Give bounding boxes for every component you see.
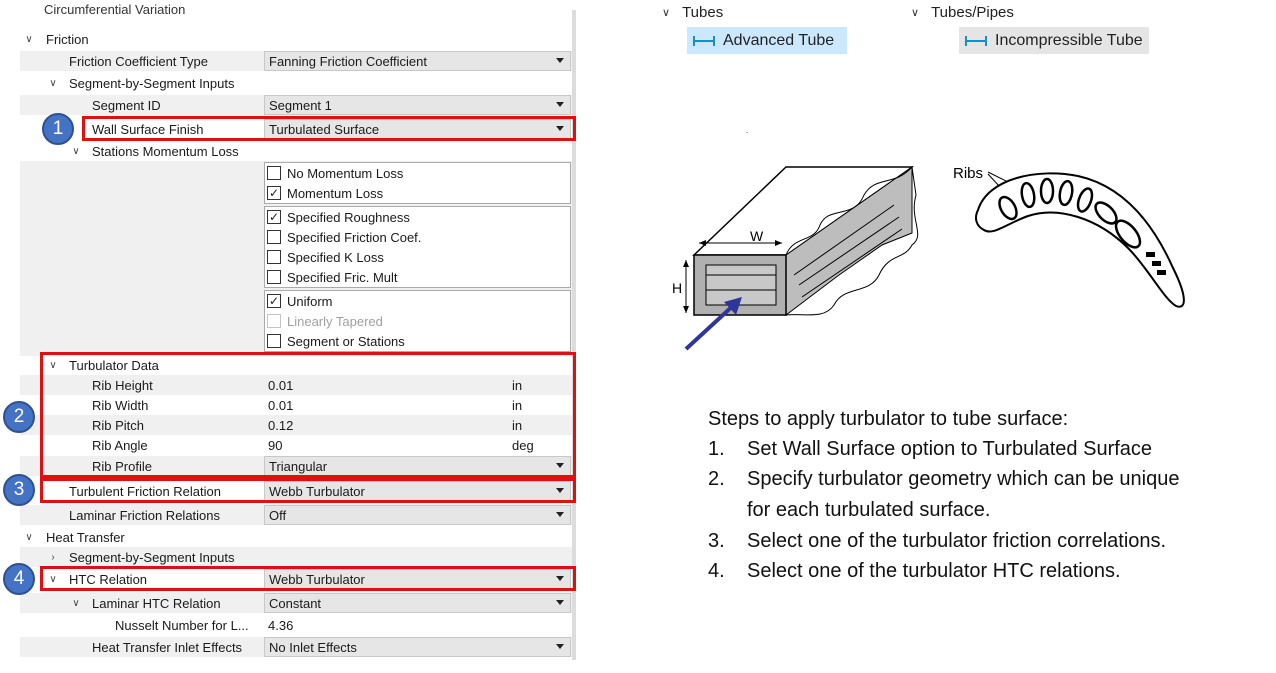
segment-inputs-row[interactable] [20, 73, 572, 93]
ribbed-channel-figure [664, 125, 936, 355]
chevron-down-icon[interactable]: ∨ [49, 359, 57, 371]
stations-momentum-row[interactable] [20, 141, 572, 161]
step-text: Select one of the turbulator friction correlations. [747, 530, 1167, 552]
laminar-htc-row [20, 593, 572, 613]
step-badge-3: 3 [3, 474, 35, 506]
laminar-friction-row [20, 505, 572, 525]
step-2 [708, 464, 1179, 494]
checkbox-icon [267, 166, 281, 180]
steps-title: Steps to apply turbulator to tube surface: [708, 408, 1069, 430]
turbine-blade-figure [948, 148, 1194, 313]
chevron-down-icon[interactable]: ∨ [72, 597, 80, 609]
segment-id-dropdown[interactable] [264, 95, 571, 115]
uniform-checkbox[interactable] [265, 291, 570, 311]
step-text: Select one of the turbulator HTC relations. [747, 560, 1121, 582]
heat-segment-inputs-row[interactable] [20, 547, 572, 567]
heat-transfer-category[interactable] [20, 527, 572, 547]
rib-angle-label: Rib Angle [92, 437, 148, 453]
advanced-tube-label: Advanced Tube [723, 31, 835, 49]
h-label: H [672, 280, 683, 296]
steps-text [708, 404, 1179, 586]
specified-roughness-label: Specified Roughness [287, 209, 410, 225]
no-momentum-loss-checkbox[interactable] [265, 163, 570, 183]
momentum-loss-label: Momentum Loss [287, 185, 384, 201]
htc-relation-label: HTC Relation [69, 571, 148, 587]
linearly-tapered-label: Linearly Tapered [287, 313, 383, 329]
laminar-htc-label: Laminar HTC Relation [92, 595, 221, 611]
stations-momentum-label: Stations Momentum Loss [92, 143, 239, 159]
momentum-loss-checkbox[interactable] [265, 183, 570, 203]
heat-segment-inputs-label: Segment-by-Segment Inputs [69, 549, 235, 565]
no-momentum-loss-label: No Momentum Loss [287, 165, 404, 181]
specified-k-loss-label: Specified K Loss [287, 249, 384, 265]
momentum-loss-group [264, 162, 571, 204]
rib-height-label: Rib Height [92, 377, 153, 393]
dropdown-arrow-icon [556, 58, 564, 63]
step-number: 1. [708, 438, 725, 460]
wall-surface-finish-label: Wall Surface Finish [92, 121, 204, 137]
segment-or-stations-checkbox[interactable] [265, 331, 570, 351]
wall-surface-finish-value: Turbulated Surface [269, 121, 380, 137]
chevron-down-icon[interactable]: ∨ [911, 7, 920, 19]
segment-id-label: Segment ID [92, 97, 161, 113]
rib-height-unit[interactable]: in [512, 377, 523, 393]
tubes-pipes-group-label: Tubes/Pipes [931, 4, 1014, 21]
nusselt-row [20, 615, 572, 635]
checkmark-icon: ✓ [268, 186, 280, 200]
distribution-group [264, 290, 571, 352]
step-3 [708, 526, 1179, 556]
rib-height-value[interactable]: 0.01 [268, 377, 294, 393]
rib-pitch-label: Rib Pitch [92, 417, 145, 433]
clipped-row [20, 2, 300, 20]
highlight-box-2 [40, 352, 576, 478]
specified-k-loss-checkbox[interactable] [265, 247, 570, 267]
laminar-friction-label: Laminar Friction Relations [69, 507, 221, 523]
advanced-tube-item[interactable] [687, 27, 847, 54]
laminar-friction-value: Off [269, 507, 287, 523]
rib-width-value[interactable]: 0.01 [268, 397, 294, 413]
specified-fric-mult-label: Specified Fric. Mult [287, 269, 398, 285]
specified-fric-mult-checkbox[interactable] [265, 267, 570, 287]
inlet-effects-row [20, 637, 572, 657]
highlight-box-1 [82, 116, 576, 141]
w-label: W [750, 228, 764, 244]
chevron-down-icon[interactable]: ∨ [25, 531, 33, 543]
laminar-friction-dropdown[interactable] [264, 505, 571, 525]
segment-id-row [20, 95, 572, 115]
step-text: Specify turbulator geometry which can be unique [747, 468, 1180, 490]
step-number: 3. [708, 530, 725, 552]
inlet-effects-value: No Inlet Effects [269, 639, 357, 655]
checkbox-icon [267, 230, 281, 244]
chevron-down-icon[interactable]: ∨ [25, 33, 33, 45]
laminar-htc-value: Constant [269, 595, 322, 611]
inlet-effects-dropdown[interactable] [264, 637, 571, 657]
friction-coef-type-row [20, 51, 572, 71]
friction-coef-type-label: Friction Coefficient Type [69, 53, 208, 69]
tube-icon [965, 36, 987, 46]
checkmark-icon: ✓ [268, 294, 280, 308]
turbulent-friction-value: Webb Turbulator [269, 483, 365, 499]
svg-text:.: . [746, 126, 749, 135]
ribs-label: Ribs [953, 165, 984, 182]
step-number: 4. [708, 560, 725, 582]
checkbox-icon [267, 314, 281, 328]
rib-width-unit[interactable]: in [512, 397, 523, 413]
specified-friction-coef-checkbox[interactable] [265, 227, 570, 247]
turbulator-data-label: Turbulator Data [69, 357, 159, 373]
step-text: Set Wall Surface option to Turbulated Surface [747, 438, 1153, 460]
dropdown-arrow-icon [556, 512, 564, 517]
property-grid [20, 2, 576, 660]
chevron-down-icon[interactable]: ∨ [49, 573, 57, 585]
friction-coef-type-dropdown[interactable] [264, 51, 571, 71]
step-badge-4: 4 [3, 563, 35, 595]
heat-transfer-label: Heat Transfer [46, 529, 125, 545]
segment-or-stations-label: Segment or Stations [287, 333, 405, 349]
step-2-continuation: for each turbulated surface. [747, 499, 991, 521]
incompressible-tube-label: Incompressible Tube [995, 31, 1143, 49]
tubes-group-label: Tubes [682, 4, 724, 21]
dropdown-arrow-icon [556, 644, 564, 649]
step-badge-2: 2 [3, 401, 35, 433]
checkbox-icon [267, 270, 281, 284]
dropdown-arrow-icon [556, 600, 564, 605]
segment-id-value: Segment 1 [269, 97, 332, 113]
specified-friction-coef-label: Specified Friction Coef. [287, 229, 422, 245]
uniform-label: Uniform [287, 293, 333, 309]
chevron-down-icon[interactable]: ∨ [49, 77, 57, 89]
step-4 [708, 556, 1179, 586]
step-1 [708, 434, 1179, 464]
incompressible-tube-item[interactable] [959, 27, 1149, 54]
checkbox-icon [267, 334, 281, 348]
rib-pitch-unit[interactable]: in [512, 417, 523, 433]
clipped-row-label: Circumferential Variation [44, 2, 186, 17]
rib-pitch-value[interactable]: 0.12 [268, 417, 294, 433]
friction-coef-type-value: Fanning Friction Coefficient [269, 53, 428, 69]
rib-profile-value: Triangular [269, 458, 328, 474]
htc-relation-value: Webb Turbulator [269, 571, 365, 587]
step-badge-1: 1 [42, 113, 74, 145]
tubes-pipes-group[interactable] [911, 4, 1014, 21]
chevron-right-icon[interactable]: › [51, 551, 55, 563]
rib-profile-label: Rib Profile [92, 458, 152, 474]
chevron-down-icon[interactable]: ∨ [662, 7, 671, 19]
checkbox-icon [267, 250, 281, 264]
rib-angle-value[interactable]: 90 [268, 437, 283, 453]
scrollbar[interactable] [572, 10, 576, 660]
specified-roughness-checkbox[interactable] [265, 207, 570, 227]
nusselt-label: Nusselt Number for L... [115, 617, 249, 633]
turbulent-friction-label: Turbulent Friction Relation [69, 483, 221, 499]
rib-width-label: Rib Width [92, 397, 149, 413]
dropdown-arrow-icon [556, 102, 564, 107]
segment-inputs-label: Segment-by-Segment Inputs [69, 75, 235, 91]
friction-label: Friction [46, 31, 89, 47]
highlight-box-3 [40, 478, 576, 503]
inlet-effects-label: Heat Transfer Inlet Effects [92, 639, 243, 655]
nusselt-value[interactable]: 4.36 [268, 617, 294, 633]
laminar-htc-dropdown[interactable] [264, 593, 571, 613]
loss-spec-group [264, 206, 571, 288]
tube-icon [693, 36, 715, 46]
checkmark-icon: ✓ [268, 210, 280, 224]
chevron-down-icon[interactable]: ∨ [72, 145, 80, 157]
rib-angle-unit[interactable]: deg [512, 437, 534, 453]
step-number: 2. [708, 468, 725, 490]
friction-category[interactable] [20, 29, 572, 49]
highlight-box-4 [40, 566, 576, 591]
tubes-group[interactable] [662, 4, 723, 21]
linearly-tapered-checkbox [265, 311, 570, 331]
